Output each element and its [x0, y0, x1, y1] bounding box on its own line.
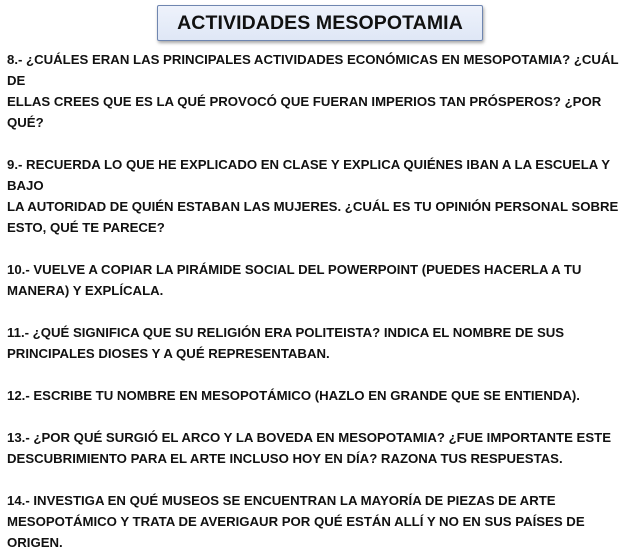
- question-13: 13.- ¿POR QUÉ SURGIÓ EL ARCO Y LA BOVEDA EN MESOPOTAMIA? ¿FUE IMPORTANTE ESTE DESCUBRIMIENTO PARA EL ARTE INCLUSO HOY EN DÍA? RAZONA TUS RESPUESTAS.: [7, 430, 611, 466]
- question-9: 9.- RECUERDA LO QUE HE EXPLICADO EN CLASE Y EXPLICA QUIÉNES IBAN A LA ESCUELA Y BAJO LA AUTORIDAD DE QUIÉN ESTABAN LAS MUJERES. ¿CUÁL ES TU OPINIÓN PERSONAL SOBRE ESTO, QUÉ TE PARECE?: [7, 157, 619, 235]
- question-11: 11.- ¿QUÉ SIGNIFICA QUE SU RELIGIÓN ERA POLITEISTA? INDICA EL NOMBRE DE SUS PRINCIPALES DIOSES Y A QUÉ REPRESENTABAN.: [7, 325, 565, 361]
- question-12: 12.- ESCRIBE TU NOMBRE EN MESOPOTÁMICO (HAZLO EN GRANDE QUE SE ENTIENDA).: [7, 388, 580, 403]
- question-list: [7, 49, 633, 553]
- question-14: 14.- INVESTIGA EN QUÉ MUSEOS SE ENCUENTRAN LA MAYORÍA DE PIEZAS DE ARTE MESOPOTÁMICO Y TRATA DE AVERIGAUR POR QUÉ ESTÁN ALLÍ Y NO EN SUS PAÍSES DE ORIGEN.: [7, 493, 585, 550]
- question-10: 10.- VUELVE A COPIAR LA PIRÁMIDE SOCIAL DEL POWERPOINT (PUEDES HACERLA A TU MANERA) Y EXPLÍCALA.: [7, 262, 582, 298]
- question-8: 8.- ¿CUÁLES ERAN LAS PRINCIPALES ACTIVIDADES ECONÓMICAS EN MESOPOTAMIA? ¿CUÁL DE ELLAS CREES QUE ES LA QUÉ PROVOCÓ QUE FUERAN IMPERIOS TAN PRÓSPEROS? ¿POR QUÉ?: [7, 52, 619, 130]
- slide-title: ACTIVIDADES MESOPOTAMIA: [157, 5, 483, 41]
